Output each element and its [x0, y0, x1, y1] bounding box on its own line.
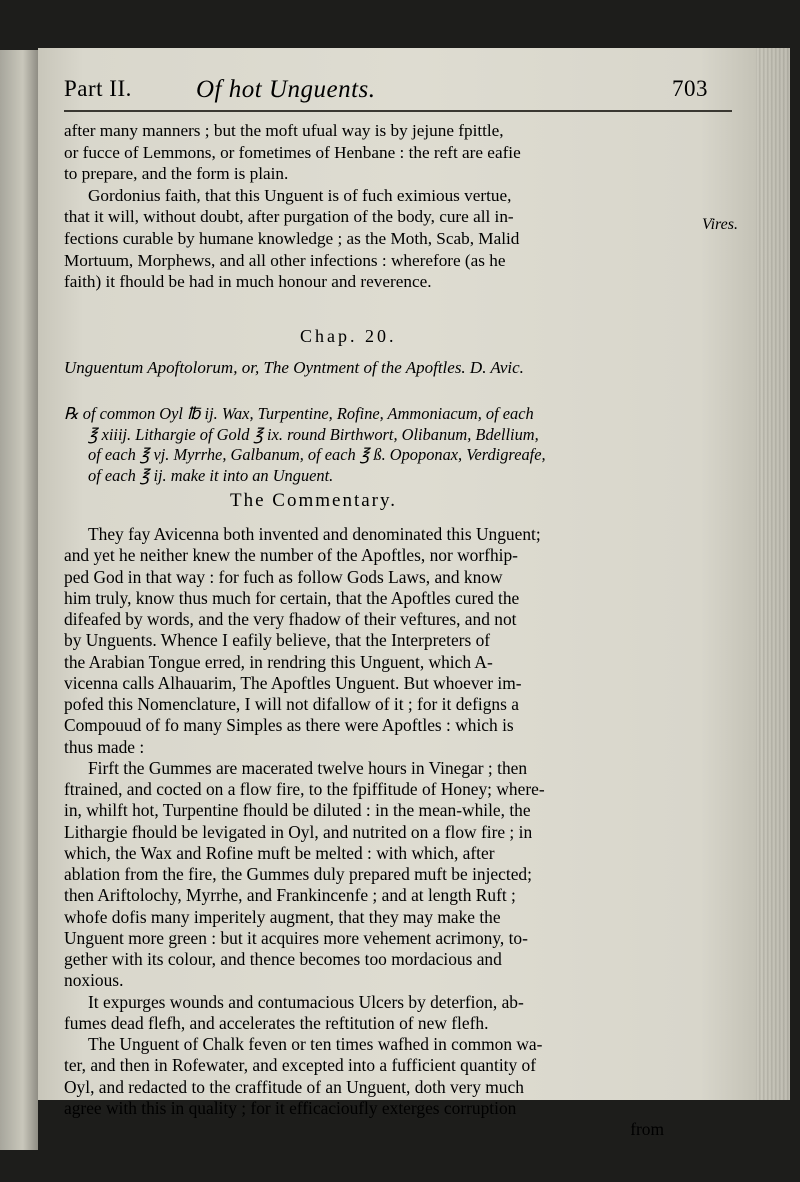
part-label: Part II.: [64, 76, 132, 101]
text-line: after many manners ; but the moft ufual way is by jejune fpittle,: [64, 121, 504, 140]
text-line: noxious.: [64, 970, 124, 991]
text-line: thus made :: [64, 736, 145, 757]
text-line: which, the Wax and Rofine muft be melted : with which, after: [64, 842, 495, 863]
text-line: Oyl, and redacted to the craffitude of an Unguent, doth very much: [64, 1076, 524, 1097]
chapter-heading: Chap. 20.: [300, 326, 397, 346]
text-line: then Ariftolochy, Myrrhe, and Frankincenfe ; and at length Ruft ;: [64, 885, 516, 906]
text-line: Unguent more green : but it acquires more vehement acrimony, to-: [64, 927, 528, 948]
recipe-line: of each ℥ ij. make it into an Unguent.: [88, 465, 334, 485]
recipe-line: of each ℥ vj. Myrrhe, Galbanum, of each ℥ ß. Opoponax, Verdigreafe,: [88, 445, 546, 464]
text-line: faith) it fhould be had in much honour and reverence.: [64, 272, 432, 292]
text-line: ter, and then in Rofewater, and excepted into a fufficient quantity of: [64, 1055, 537, 1076]
commentary-text: [64, 524, 724, 1140]
commentary-heading: The Commentary.: [230, 490, 398, 511]
text-line: or fucce of Lemmons, or fometimes of Henbane : the reft are eafie: [64, 142, 521, 162]
text-line: vicenna calls Alhauarim, The Apoftles Unguent. But whoever im-: [64, 672, 522, 693]
facing-page-edge: [0, 50, 38, 1150]
recipe-line: ℥ xiiij. Lithargie of Gold ℥ ix. round Birthwort, Olibanum, Bdellium,: [88, 424, 539, 444]
text-line: The Unguent of Chalk feven or ten times wafhed in common wa-: [88, 1034, 543, 1054]
page-number: 703: [672, 76, 708, 101]
text-line: agree with this in quality ; for it efficacioufly exterges corruption: [64, 1097, 517, 1118]
recipe-line: ℞ of common Oyl ℔ ij. Wax, Turpentine, Rofine, Ammoniacum, of each: [64, 404, 534, 423]
chapter-subtitle: Unguentum Apoftolorum, or, The Oyntment of the Apoftles. D. Avic.: [64, 358, 524, 377]
text-line: ftrained, and cocted on a flow fire, to the fpiffitude of Honey; where-: [64, 779, 545, 799]
text-line: in, whilft hot, Turpentine fhould be diluted : in the mean-while, the: [64, 800, 531, 821]
header-rule: [64, 110, 732, 112]
recipe-block: [64, 404, 724, 486]
text-line: the Arabian Tongue erred, in rendring this Unguent, which A-: [64, 651, 493, 672]
text-line: Mortuum, Morphews, and all other infections : wherefore (as he: [64, 250, 506, 270]
text-line: They fay Avicenna both invented and denominated this Unguent;: [88, 524, 541, 544]
page-fore-edge: [756, 48, 790, 1100]
catchword: from: [630, 1119, 664, 1139]
text-line: difeafed by words, and the very fhadow of their veftures, and not: [64, 609, 517, 629]
text-line: that it will, without doubt, after purgation of the body, cure all in-: [64, 207, 514, 227]
text-line: gether with its colour, and thence becomes too mordacious and: [64, 949, 502, 969]
text-line: to prepare, and the form is plain.: [64, 164, 289, 184]
margin-note: Vires.: [702, 216, 738, 233]
text-line: whofe dofis many imperitely augment, that they may make the: [64, 906, 501, 927]
text-line: ablation from the fire, the Gummes duly prepared muft be injected;: [64, 864, 532, 884]
text-line: him truly, know thus much for certain, that the Apoftles cured the: [64, 587, 520, 608]
text-line: fumes dead flefh, and accelerates the reftitution of new flefh.: [64, 1012, 489, 1033]
text-line: Lithargie fhould be levigated in Oyl, and nutrited on a flow fire ; in: [64, 821, 533, 842]
intro-paragraph: [64, 120, 724, 293]
running-head: [64, 76, 724, 110]
text-line: pofed this Nomenclature, I will not difallow of it ; for it defigns a: [64, 694, 519, 714]
text-line: and yet he neither knew the number of the Apoftles, nor worfhip-: [64, 545, 518, 566]
running-title: Of hot Unguents.: [196, 76, 376, 103]
text-line: ped God in that way : for fuch as follow Gods Laws, and know: [64, 566, 503, 587]
text-line: Compouud of fo many Simples as there were Apoftles : which is: [64, 715, 514, 736]
text-line: It expurges wounds and contumacious Ulcers by deterfion, ab-: [88, 991, 524, 1012]
text-line: fections curable by humane knowledge ; as the Moth, Scab, Malid: [64, 228, 520, 248]
text-line: by Unguents. Whence I eafily believe, that the Interpreters of: [64, 630, 491, 651]
text-line: Firft the Gummes are macerated twelve hours in Vinegar ; then: [88, 757, 528, 778]
text-line: Gordonius faith, that this Unguent is of fuch eximious vertue,: [88, 185, 512, 205]
